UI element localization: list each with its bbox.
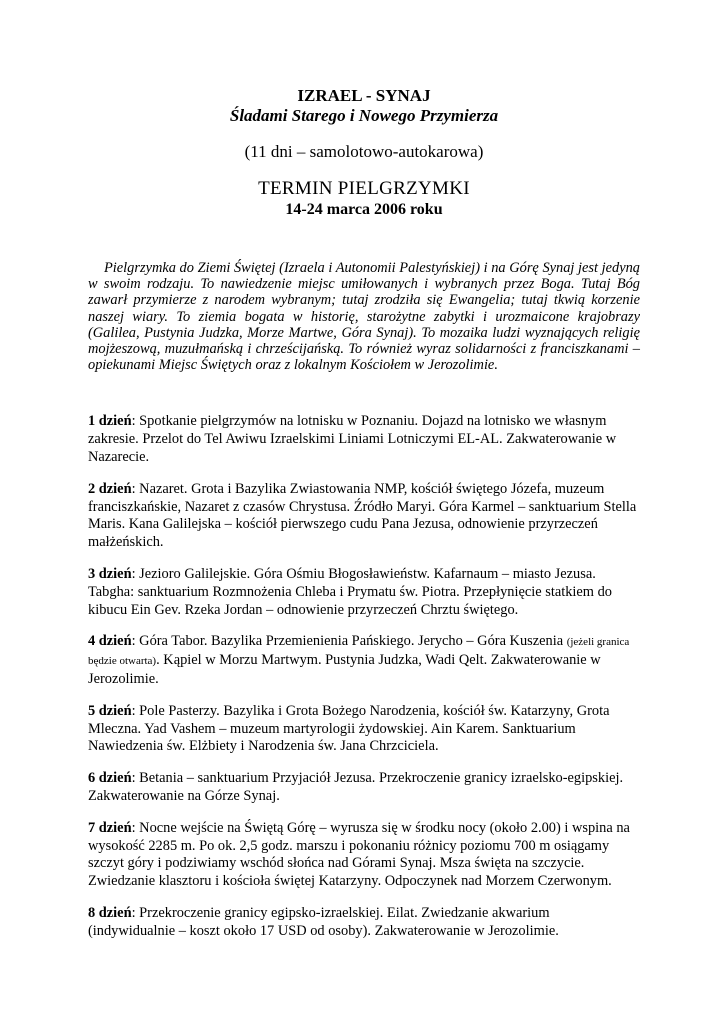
day-description: : Betania – sanktuarium Przyjaciół Jezusa. Przekroczenie granicy izraelsko-egipskiej. Zakwaterowanie na Górze Synaj. (88, 770, 624, 804)
day-description: : Jezioro Galilejskie. Góra Ośmiu Błogosławieństw. Kafarnaum – miasto Jezusa. Tabgha: sanktuarium Rozmnożenia Chleba i Prymatu św. Piotra. Przepłynięcie statkiem do kibucu Ein Gev. Rzeka Jordan – odnowienie przyrzeczeń Chrztu świętego. (88, 566, 612, 618)
termin-date: 14-24 marca 2006 roku (285, 201, 443, 218)
day-label: 7 dzień (88, 819, 132, 836)
day-description: : Przekroczenie granicy egipsko-izraelskiej. Eilat. Zwiedzanie akwarium (indywidualnie – koszt około 17 USD od osoby). Zakwaterowanie w Jerozolimie. (88, 904, 559, 939)
itinerary-day-1 (88, 413, 640, 466)
day-description: : Pole Pasterzy. Bazylika i Grota Bożego Narodzenia, kościół św. Katarzyny, Grota Mleczna. Yad Vashem – muzeum martyrologii żydowskiej. Ain Karem. Sanktuarium Nawiedzenia św. Elżbiety i Narodzenia św. Jana Chrzciciela. (88, 702, 610, 755)
termin-heading: TERMIN PIELGRZYMKI (258, 178, 470, 199)
intro-paragraph: Pielgrzymka do Ziemi Świętej (Izraela i Autonomii Palestyńskiej) i na Górę Synaj jest jedyną w swoim rodzaju. To nawiedzenie miejsc umiłowanych i wybranych przez Boga. Tutaj Bóg zawarł przymierze z narodem wybranym; tutaj zrodziła się Ewangelia; tutaj tkwią korzenie naszej wiary. To ziemia bogata w historię, starożytne zabytki i urozmaicone krajobrazy (Galilea, Pustynia Judzka, Morze Martwe, Góra Synaj). To mozaika ludzi wyznających religię mojżeszową, muzułmańską i chrześcijańską. To również wyraz solidarności z franciszkanami – opiekunami Miejsc Świętych oraz z lokalnym Kościołem w Jerozolimie. (88, 260, 640, 374)
day-label: 5 dzień (88, 702, 132, 719)
day-description: : Nazaret. Grota i Bazylika Zwiastowania NMP, kościół świętego Józefa, muzeum franciszkańskie, Nazaret z czasów Chrystusa. Źródło Maryi. Góra Karmel – sanktuarium Stella Maris. Kana Galilejska – kościół pierwszego cudu Pana Jezusa, odnowienie przyrzeczeń małżeńskich. (88, 480, 637, 551)
day-label: 8 dzień (88, 904, 132, 921)
day-label: 1 dzień (88, 413, 132, 430)
itinerary-day-5 (88, 703, 640, 756)
itinerary-day-8 (88, 905, 640, 941)
document-title: IZRAEL - SYNAJ (297, 86, 431, 105)
day-description: : Nocne wejście na Świętą Górę – wyrusza się w środku nocy (około 2.00) i wspina na wysokość 2285 m. Po ok. 2,5 godz. marszu i pokonaniu różnicy poziomu 700 m osiągamy szczyt góry i podziwiamy wschód słońca nad Górami Synaj. Msza święta na szczycie. Zwiedzanie klasztoru i kościoła świętej Katarzyny. Odpoczynek nad Morzem Czerwonym. (88, 819, 630, 890)
itinerary-day-2 (88, 481, 640, 552)
day-label: 3 dzień (88, 566, 132, 582)
day-label: 6 dzień (88, 770, 132, 787)
day-description-continued: . Kąpiel w Morzu Martwym. Pustynia Judzka, Wadi Qelt. Zakwaterowanie w Jerozolimie. (88, 652, 601, 687)
document-page (88, 86, 640, 955)
itinerary-day-3 (88, 566, 640, 619)
trip-duration: (11 dni – samolotowo-autokarowa) (244, 142, 484, 161)
day-description: : Spotkanie pielgrzymów na lotnisku w Poznaniu. Dojazd na lotnisko we własnym zakresie. Przelot do Tel Awiwu Izraelskimi Liniami Lotniczymi EL-AL. Zakwaterowanie w Nazarecie. (88, 413, 617, 466)
day-note: (jeżeli granica będzie otwarta) (88, 636, 630, 668)
itinerary-list (88, 413, 640, 940)
day-label: 4 dzień (88, 633, 132, 650)
day-label: 2 dzień (88, 480, 132, 497)
day-description: : Góra Tabor. Bazylika Przemienienia Pańskiego. Jerycho – Góra Kuszenia (131, 633, 567, 650)
itinerary-day-6 (88, 770, 640, 806)
document-subtitle: Śladami Starego i Nowego Przymierza (229, 106, 499, 125)
itinerary-day-7 (88, 820, 640, 891)
itinerary-day-4 (88, 633, 640, 688)
